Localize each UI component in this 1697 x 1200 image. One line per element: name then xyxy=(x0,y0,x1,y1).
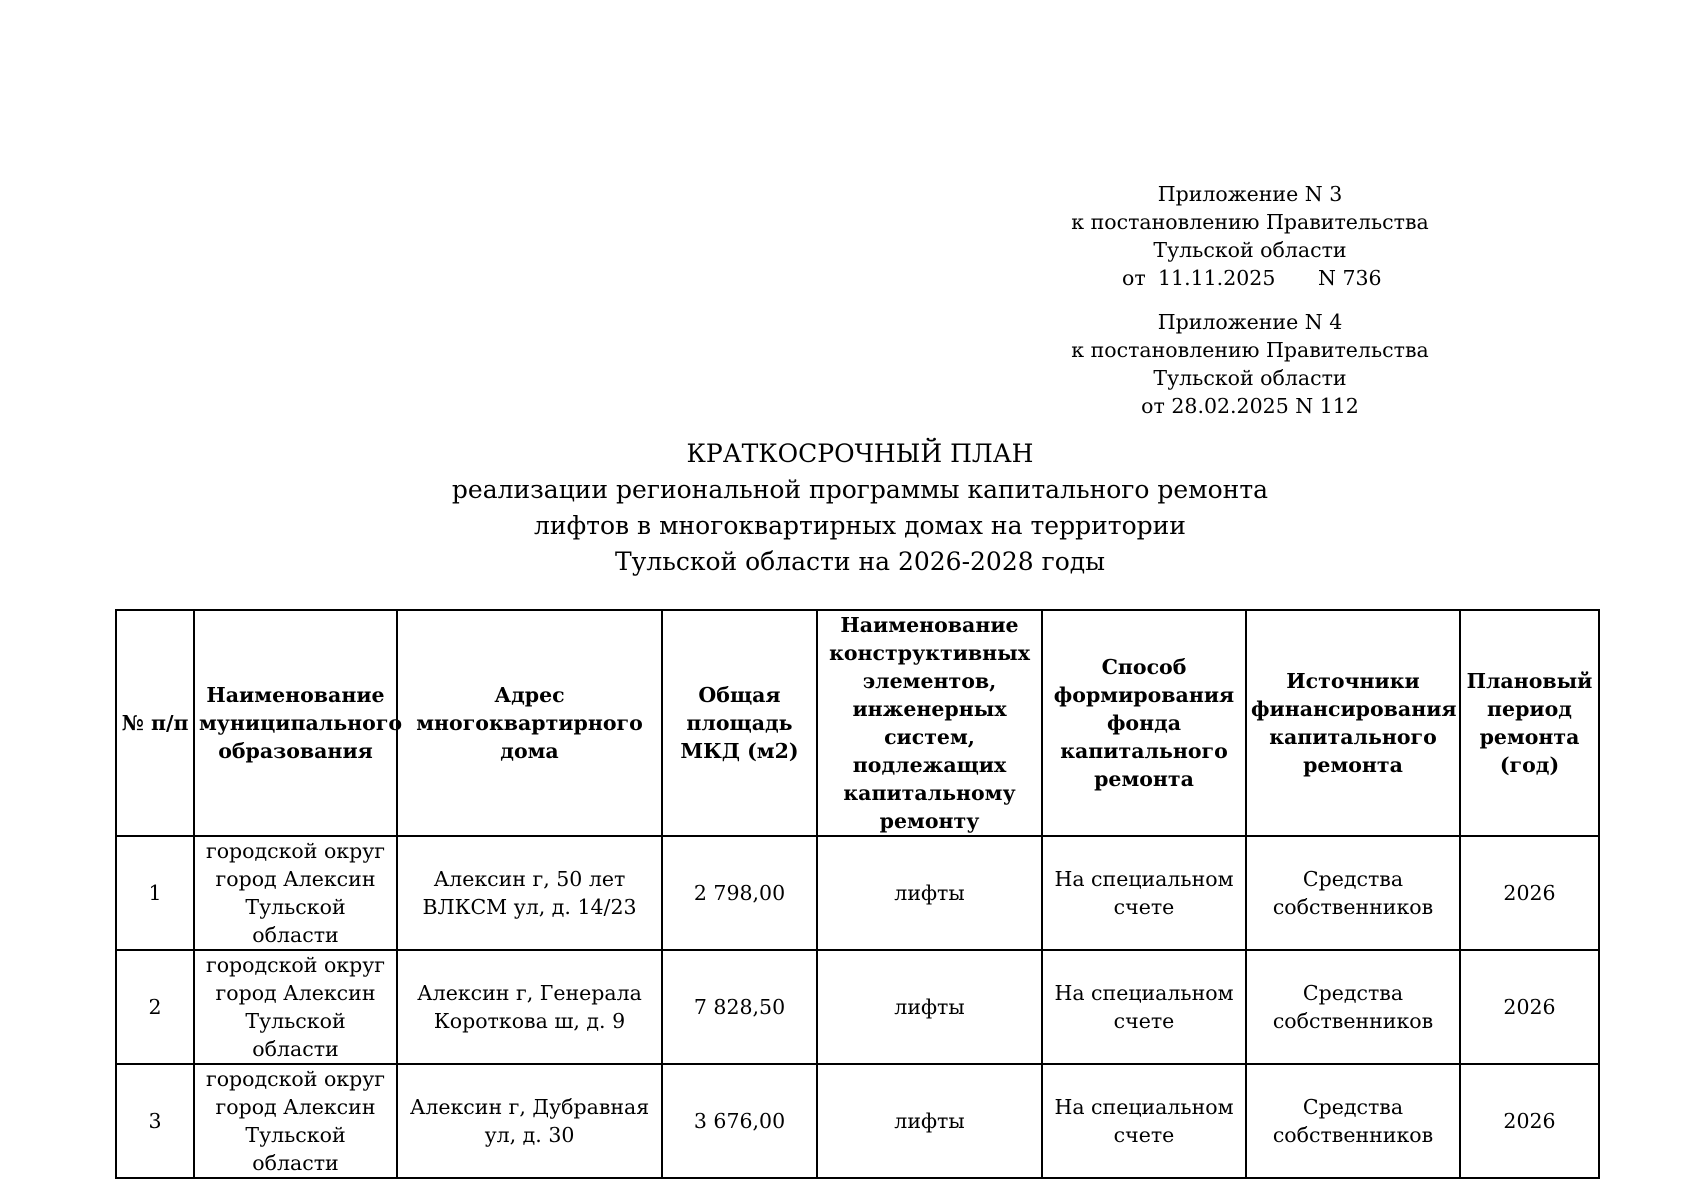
cell-municipality: городской округ город Алексин Тульской области xyxy=(194,950,397,1064)
cell-elements: лифты xyxy=(817,1064,1042,1178)
cell-num: 2 xyxy=(116,950,194,1064)
appendix-current-decree: к постановлению Правительства xyxy=(1071,210,1429,234)
appendix-current-region: Тульской области xyxy=(1153,238,1347,262)
appendix-original-block xyxy=(1000,308,1500,420)
table-row xyxy=(116,836,1599,950)
plan-table xyxy=(115,609,1600,1179)
appendix-current-date-line xyxy=(1000,264,1500,292)
appendix-current-date: 11.11.2025 xyxy=(1158,266,1276,290)
cell-elements: лифты xyxy=(817,950,1042,1064)
cell-num: 1 xyxy=(116,836,194,950)
cell-address: Алексин г, 50 лет ВЛКСМ ул, д. 14/23 xyxy=(397,836,662,950)
appendix-original-decree: к постановлению Правительства xyxy=(1071,338,1429,362)
cell-year: 2026 xyxy=(1460,950,1599,1064)
title-subtitle-3: Тульской области на 2026-2028 годы xyxy=(614,547,1106,576)
header-fund-method: Способ формирования фонда капитального ремонта xyxy=(1042,610,1246,836)
cell-elements: лифты xyxy=(817,836,1042,950)
cell-area: 3 676,00 xyxy=(662,1064,817,1178)
cell-fund-method: На специальном счете xyxy=(1042,950,1246,1064)
document-title xyxy=(0,436,1697,580)
cell-address: Алексин г, Генерала Короткова ш, д. 9 xyxy=(397,950,662,1064)
appendix-original-title: Приложение N 4 xyxy=(1157,310,1343,334)
header-address: Адрес многоквартирного дома xyxy=(397,610,662,836)
title-subtitle-2: лифтов в многоквартирных домах на территории xyxy=(534,511,1186,540)
header-source: Источники финансирования капитального ремонта xyxy=(1246,610,1460,836)
cell-area: 2 798,00 xyxy=(662,836,817,950)
cell-year: 2026 xyxy=(1460,836,1599,950)
header-elements: Наименование конструктивных элементов, инженерных систем, подлежащих капитальному ремонту xyxy=(817,610,1042,836)
cell-source: Средства собственников xyxy=(1246,950,1460,1064)
table-row xyxy=(116,1064,1599,1178)
cell-municipality: городской округ город Алексин Тульской области xyxy=(194,836,397,950)
title-heading: КРАТКОСРОЧНЫЙ ПЛАН xyxy=(686,439,1034,468)
appendix-current-title: Приложение N 3 xyxy=(1157,182,1343,206)
title-subtitle-1: реализации региональной программы капитального ремонта xyxy=(451,475,1269,504)
cell-fund-method: На специальном счете xyxy=(1042,836,1246,950)
cell-address: Алексин г, Дубравная ул, д. 30 xyxy=(397,1064,662,1178)
header-year: Плановый период ремонта (год) xyxy=(1460,610,1599,836)
appendix-current-block xyxy=(1000,180,1500,292)
header-municipality: Наименование муниципального образования xyxy=(194,610,397,836)
cell-municipality: городской округ город Алексин Тульской области xyxy=(194,1064,397,1178)
cell-fund-method: На специальном счете xyxy=(1042,1064,1246,1178)
cell-source: Средства собственников xyxy=(1246,1064,1460,1178)
cell-area: 7 828,50 xyxy=(662,950,817,1064)
cell-year: 2026 xyxy=(1460,1064,1599,1178)
header-num: № п/п xyxy=(116,610,194,836)
cell-num: 3 xyxy=(116,1064,194,1178)
appendix-original-date: от 28.02.2025 N 112 xyxy=(1141,394,1359,418)
header-area: Общая площадь МКД (м2) xyxy=(662,610,817,836)
table-row xyxy=(116,950,1599,1064)
appendix-current-from-label: от xyxy=(1122,266,1146,290)
cell-source: Средства собственников xyxy=(1246,836,1460,950)
appendix-original-region: Тульской области xyxy=(1153,366,1347,390)
table-header-row xyxy=(116,610,1599,836)
appendix-current-number: N 736 xyxy=(1318,266,1382,290)
